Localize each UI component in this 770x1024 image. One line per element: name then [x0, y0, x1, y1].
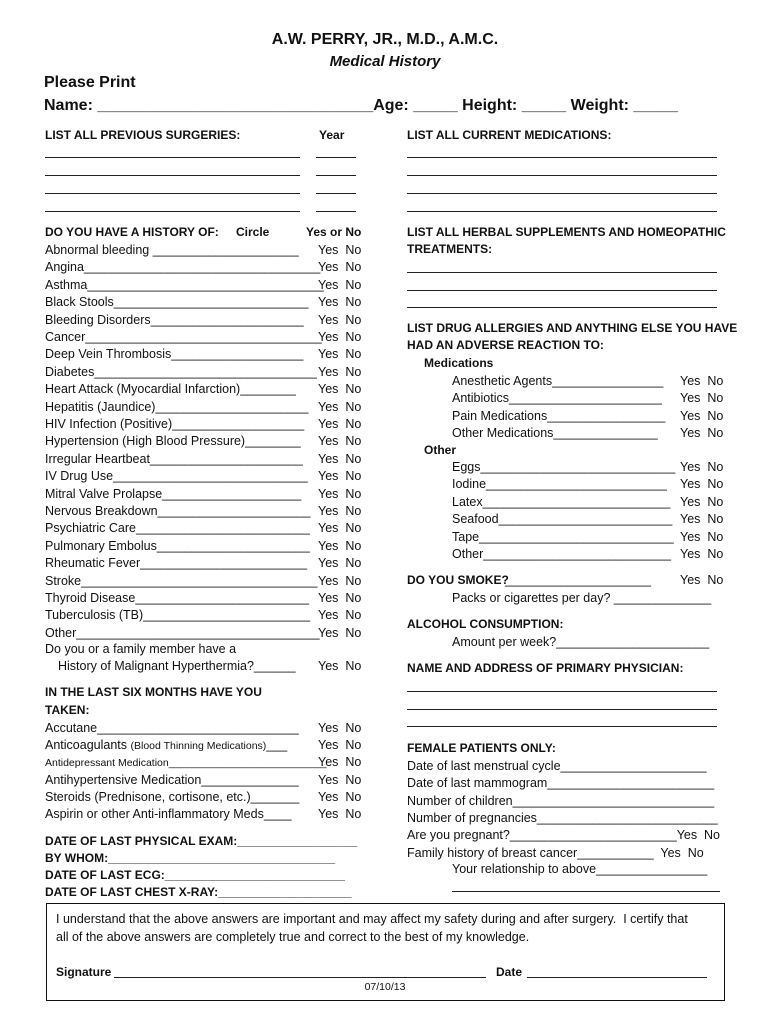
surgery-line[interactable] [45, 193, 300, 194]
surgery-line[interactable] [45, 175, 300, 176]
six-months-item-note: Antidepressant Medication___________________________ [45, 757, 327, 770]
form-revision-date: 07/10/13 [364, 981, 406, 993]
history-item: Angina__________________________________ [45, 260, 321, 275]
history-item: Stroke__________________________________ [45, 573, 318, 588]
history-yes-no[interactable]: Yes No [318, 556, 362, 571]
surgery-year-line[interactable] [316, 175, 356, 176]
female-patient-field[interactable]: Date of last menstrual cycle_____________________ [407, 759, 707, 773]
history-label: DO YOU HAVE A HISTORY OF: [45, 225, 219, 239]
history-item: HIV Infection (Positive)___________________ [45, 417, 305, 431]
allergy-medication-item: Pain Medications_________________ [452, 408, 666, 423]
herbal-line[interactable] [407, 307, 717, 308]
other-sublabel: Other [424, 443, 457, 457]
history-yes-no[interactable]: Yes No [318, 277, 362, 292]
six-months-item-note: (Blood Thinning Medications) [130, 740, 267, 753]
history-item: Thyroid Disease_________________________ [45, 591, 310, 605]
history-item: Hepatitis (Jaundice)______________________ [45, 399, 309, 414]
page-subtitle: Medical History [329, 53, 441, 70]
history-yes-no[interactable]: Yes No [318, 434, 362, 449]
history-item: Bleeding Disorders______________________ [45, 312, 304, 327]
last-physical-exam-field[interactable]: DATE OF LAST PHYSICAL EXAM:__________________ [45, 834, 358, 848]
history-item: Cancer__________________________________ [45, 330, 322, 344]
history-yes-no[interactable]: Yes No [318, 538, 362, 553]
history-yes-no[interactable]: Yes No [318, 451, 362, 466]
allergy-yes-no[interactable]: Yes No [680, 426, 724, 441]
history-yes-no[interactable]: Yes No [318, 625, 362, 640]
medication-line[interactable] [407, 175, 717, 176]
six-months-item-label: Accutane_____________________________ [45, 721, 299, 735]
history-yes-no[interactable]: Yes No [318, 243, 362, 257]
history-item: IV Drug Use____________________________ [45, 469, 308, 484]
six-months-item-label: Aspirin or other Anti-inflammatory Meds____ [45, 807, 292, 821]
history-item: Other___________________________________ [45, 625, 320, 640]
allergy-yes-no[interactable]: Yes No [680, 408, 724, 423]
six-months-yes-no[interactable]: Yes No [318, 772, 362, 787]
herbal-line[interactable] [407, 290, 717, 291]
history-yes-no[interactable]: Yes No [318, 312, 362, 327]
history-item: Irregular Heartbeat______________________ [45, 451, 303, 466]
six-months-item [45, 739, 287, 752]
six-months-yes-no[interactable]: Yes No [318, 738, 362, 753]
female-patient-field[interactable]: Are you pregnant?________________________Yes No [407, 828, 721, 843]
history-yes-no[interactable]: Yes No [318, 260, 362, 275]
history-item: Deep Vein Thrombosis___________________ [45, 347, 304, 362]
female-patient-field[interactable]: Number of pregnancies__________________________ [407, 810, 718, 825]
history-yes-no[interactable]: Yes No [318, 364, 362, 379]
allergy-other-item: Other___________________________ [452, 547, 671, 561]
history-item: Black Stools____________________________ [45, 295, 309, 310]
allergy-other-item: Eggs____________________________ [452, 460, 676, 474]
current-medications-label: LIST ALL CURRENT MEDICATIONS: [407, 128, 612, 142]
history-item: Asthma__________________________________ [45, 277, 324, 292]
year-label: Year [319, 128, 345, 142]
six-months-item [45, 756, 326, 769]
six-months-label: IN THE LAST SIX MONTHS HAVE YOU [45, 685, 262, 699]
allergy-yes-no[interactable]: Yes No [680, 547, 724, 561]
physician-line[interactable] [407, 691, 717, 692]
history-yes-no[interactable]: Yes No [318, 382, 362, 397]
history-item: Hypertension (High Blood Pressure)________ [45, 434, 301, 449]
six-months-yes-no[interactable]: Yes No [318, 807, 362, 821]
medication-line[interactable] [407, 157, 717, 158]
six-months-item [45, 774, 299, 787]
history-item: Diabetes________________________________ [45, 364, 317, 379]
allergy-medication-item: Antibiotics______________________ [452, 391, 662, 406]
history-item: Tuberculosis (TB)________________________ [45, 608, 311, 623]
six-months-item [45, 791, 299, 804]
allergy-other-item: Iodine__________________________ [452, 477, 667, 492]
certification-statement-1: I understand that the above answers are important and may affect my safety during and after surgery. I certify that [56, 912, 688, 926]
circle-label: Circle [236, 225, 270, 239]
allergy-yes-no[interactable]: Yes No [680, 512, 724, 527]
name-age-height-weight-line[interactable]: Name: _______________________________Age: _____ Height: _____ Weight: _____ [44, 97, 678, 114]
packs-per-day-field[interactable]: Packs or cigarettes per day? ______________ [452, 591, 712, 605]
physician-label: NAME AND ADDRESS OF PRIMARY PHYSICIAN: [407, 661, 684, 675]
history-yes-no[interactable]: Yes No [318, 347, 362, 362]
allergy-medication-item: Anesthetic Agents________________ [452, 374, 664, 388]
six-months-yes-no[interactable]: Yes No [318, 789, 362, 804]
last-chest-xray-field[interactable]: DATE OF LAST CHEST X-RAY:____________________ [45, 885, 352, 899]
allergy-yes-no[interactable]: Yes No [680, 391, 724, 406]
surgery-line[interactable] [45, 157, 300, 158]
six-months-yes-no[interactable]: Yes No [318, 755, 362, 770]
alcohol-label: ALCOHOL CONSUMPTION: [407, 617, 564, 631]
medication-line[interactable] [407, 193, 717, 194]
herbal-label-2: TREATMENTS: [407, 242, 493, 256]
six-months-item [45, 808, 292, 821]
history-item: Abnormal bleeding _____________________ [45, 243, 299, 257]
female-patient-field[interactable]: Date of last mammogram________________________ [407, 776, 715, 791]
female-patients-label: FEMALE PATIENTS ONLY: [407, 741, 556, 755]
date-line[interactable] [527, 977, 707, 978]
surgery-year-line[interactable] [316, 193, 356, 194]
history-yes-no[interactable]: Yes No [318, 295, 362, 310]
smoke-field[interactable]: _____________________ [505, 573, 651, 587]
history-item: Heart Attack (Myocardial Infarction)________ [45, 382, 296, 397]
history-yes-no[interactable]: Yes No [318, 469, 362, 484]
surgeries-label: LIST ALL PREVIOUS SURGERIES: [45, 128, 241, 142]
female-patient-field[interactable]: Family history of breast cancer___________ Yes No [407, 845, 704, 860]
physician-line[interactable] [407, 709, 717, 710]
history-yes-no[interactable]: Yes No [318, 486, 362, 501]
history-yes-no[interactable]: Yes No [318, 504, 362, 518]
page-title: A.W. PERRY, JR., M.D., A.M.C. [271, 31, 499, 48]
smoke-yes-no[interactable]: Yes No [680, 573, 724, 587]
history-yes-no[interactable]: Yes No [318, 521, 362, 536]
female-patient-field[interactable]: Number of children_____________________________ [407, 793, 715, 808]
medication-line[interactable] [407, 211, 717, 212]
history-yes-no[interactable]: Yes No [318, 591, 362, 605]
history-item: Psychiatric Care_________________________ [45, 521, 310, 536]
allergy-yes-no[interactable]: Yes No [680, 477, 724, 492]
allergy-other-item: Tape____________________________ [452, 529, 674, 544]
six-months-item [45, 722, 299, 735]
physician-line[interactable] [407, 726, 717, 727]
history-item: Mitral Valve Prolapse____________________ [45, 486, 302, 501]
herbal-label: LIST ALL HERBAL SUPPLEMENTS AND HOMEOPATHIC [407, 225, 726, 239]
six-months-item-label: Antihypertensive Medication______________ [45, 772, 299, 787]
allergy-other-item: Seafood_________________________ [452, 512, 673, 527]
alcohol-amount-field[interactable]: Amount per week?______________________ [452, 635, 710, 649]
allergy-medication-item: Other Medications_______________ [452, 426, 658, 441]
by-whom-field[interactable]: BY WHOM:__________________________________ [45, 851, 336, 865]
smoke-label: DO YOU SMOKE? [407, 573, 509, 587]
six-months-item-label: Anticoagulants [45, 738, 131, 753]
history-yes-no[interactable]: Yes No [318, 608, 362, 623]
history-yes-no[interactable]: Yes No [318, 399, 362, 414]
family-yes-no[interactable]: Yes No [318, 659, 362, 673]
yes-or-no-label: Yes or No [306, 225, 362, 239]
last-ecg-field[interactable]: DATE OF LAST ECG:___________________________ [45, 868, 345, 882]
history-item: Pulmonary Embolus______________________ [45, 538, 310, 553]
surgery-line[interactable] [45, 211, 300, 212]
signature-label: Signature [56, 965, 112, 979]
history-yes-no[interactable]: Yes No [318, 573, 362, 588]
history-yes-no[interactable]: Yes No [318, 330, 362, 344]
six-months-label-2: TAKEN: [45, 703, 90, 717]
allergy-yes-no[interactable]: Yes No [680, 529, 724, 544]
surgery-year-line[interactable] [316, 157, 356, 158]
herbal-line[interactable] [407, 272, 717, 273]
allergies-label: LIST DRUG ALLERGIES AND ANYTHING ELSE YOU HAVE [407, 321, 738, 335]
signature-line[interactable] [114, 977, 486, 978]
relationship-field[interactable]: Your relationship to above________________ [452, 862, 708, 876]
surgery-year-line[interactable] [316, 211, 356, 212]
family-question-line2: History of Malignant Hyperthermia?______ [58, 659, 296, 673]
six-months-yes-no[interactable]: Yes No [318, 721, 362, 735]
medications-sublabel: Medications [424, 356, 494, 370]
six-months-item-label: Steroids (Prednisone, cortisone, etc.)_______ [45, 789, 300, 804]
allergy-yes-no[interactable]: Yes No [680, 374, 724, 388]
date-label: Date [496, 965, 523, 979]
allergy-other-item: Latex___________________________ [452, 494, 671, 509]
please-print-label: Please Print [44, 74, 136, 91]
allergy-yes-no[interactable]: Yes No [680, 460, 724, 474]
certification-statement-2: all of the above answers are completely true and correct to the best of my knowledge. [56, 930, 530, 944]
six-months-item-tail: ___ [266, 738, 288, 753]
relationship-line[interactable] [452, 891, 720, 892]
history-item: Rheumatic Fever________________________ [45, 556, 308, 571]
history-item: Nervous Breakdown______________________ [45, 504, 311, 518]
allergies-label-2: HAD AN ADVERSE REACTION TO: [407, 338, 604, 352]
allergy-yes-no[interactable]: Yes No [680, 494, 724, 509]
history-yes-no[interactable]: Yes No [318, 417, 362, 431]
family-question-line1: Do you or a family member have a [45, 642, 237, 656]
